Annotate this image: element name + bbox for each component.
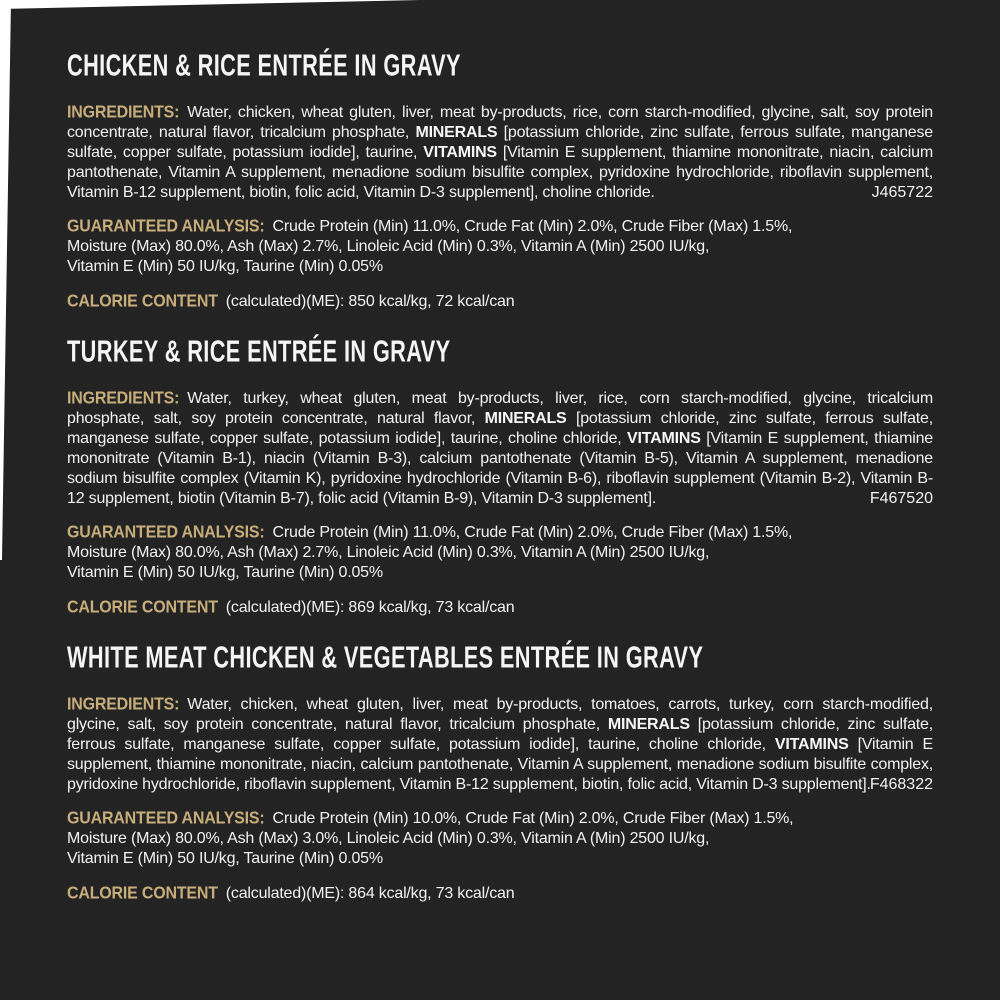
guaranteed-analysis xyxy=(67,523,933,583)
analysis-text: Crude Protein (Min) 10.0%, Crude Fat (Min) 2.0%, Crude Fiber (Max) 1.5%, xyxy=(272,810,794,827)
ingredients-text: [potassium chloride, zinc sulfate, ferrous sulfate, manganese sulfate, copper sulfate, potassium iodide], taurine, choline chloride, xyxy=(67,716,933,753)
ingredients-text: Water, chicken, wheat gluten, liver, meat by-products, tomatoes, carrots, turkey, corn starch-modified, glycine, salt, soy protein concentrate, natural flavor, tricalcium phosphate, xyxy=(67,696,933,733)
formula-code: F467520 xyxy=(869,490,933,507)
analysis-line: Vitamin E (Min) 50 IU/kg, Taurine (Min) 0.05% xyxy=(67,258,383,275)
guaranteed-analysis xyxy=(67,809,933,869)
product-title: TURKEY & RICE ENTRÉE IN GRAVY xyxy=(67,335,451,369)
calorie-text: (calculated)(ME): 869 kcal/kg, 73 kcal/can xyxy=(225,599,515,616)
ingredients-text: [Vitamin E supplement, thiamine mononitrate, niacin, calcium pantothenate, Vitamin A supplement, menadione sodium bisulfite complex, pyridoxine hydrochloride, riboflavin supplement, Vitamin B-12 supplement, biotin, folic acid, Vitamin D-3 supplement]. xyxy=(67,736,933,793)
calorie-content-label: CALORIE CONTENT xyxy=(67,291,218,311)
analysis-text: Crude Protein (Min) 11.0%, Crude Fat (Min) 2.0%, Crude Fiber (Max) 1.5%, xyxy=(272,524,793,541)
analysis-text: Crude Protein (Min) 11.0%, Crude Fat (Min) 2.0%, Crude Fiber (Max) 1.5%, xyxy=(272,218,793,235)
analysis-line: Moisture (Max) 80.0%, Ash (Max) 2.7%, Linoleic Acid (Min) 0.3%, Vitamin A (Min) 2500 IU/kg, xyxy=(67,544,710,561)
formula-code: J465722 xyxy=(871,184,933,201)
guaranteed-analysis xyxy=(67,217,933,277)
analysis-line xyxy=(67,217,933,237)
calorie-content xyxy=(67,598,933,618)
analysis-line: Moisture (Max) 80.0%, Ash (Max) 3.0%, Linoleic Acid (Min) 0.3%, Vitamin A (Min) 2500 IU/kg, xyxy=(67,830,710,847)
guaranteed-analysis-label: GUARANTEED ANALYSIS: xyxy=(67,808,265,828)
minerals-keyword: MINERALS xyxy=(484,410,567,427)
ingredients-paragraph xyxy=(67,389,933,509)
calorie-text: (calculated)(ME): 850 kcal/kg, 72 kcal/can xyxy=(225,293,515,310)
analysis-line: Vitamin E (Min) 50 IU/kg, Taurine (Min) 0.05% xyxy=(67,850,383,867)
calorie-content xyxy=(67,292,933,312)
analysis-line: Moisture (Max) 80.0%, Ash (Max) 2.7%, Linoleic Acid (Min) 0.3%, Vitamin A (Min) 2500 IU/kg, xyxy=(67,238,710,255)
ingredients-text: [Vitamin E supplement, thiamine mononitrate (Vitamin B-1), niacin (Vitamin B-3), calcium pantothenate (Vitamin B-5), Vitamin A supplement, menadione sodium bisulfite complex (Vitamin K), pyridoxine hydrochloride (Vitamin B-6), riboflavin supplement (Vitamin B-2), Vitamin B-12 supplement, biotin (Vitamin B-7), folic acid (Vitamin B-9), Vitamin D-3 supplement]. xyxy=(67,430,933,507)
vitamins-keyword: VITAMINS xyxy=(774,736,849,753)
minerals-keyword: MINERALS xyxy=(415,124,498,141)
product-title: WHITE MEAT CHICKEN & VEGETABLES ENTRÉE IN GRAVY xyxy=(67,641,704,675)
ingredients-label: INGREDIENTS: xyxy=(67,388,180,408)
product-title: CHICKEN & RICE ENTRÉE IN GRAVY xyxy=(67,49,461,83)
calorie-content-label: CALORIE CONTENT xyxy=(67,883,218,903)
product-section-whitemeat-chicken-vegetables xyxy=(67,642,933,904)
vitamins-keyword: VITAMINS xyxy=(423,144,497,161)
ingredients-paragraph xyxy=(67,695,933,795)
calorie-text: (calculated)(ME): 864 kcal/kg, 73 kcal/can xyxy=(225,885,515,902)
analysis-line xyxy=(67,809,933,829)
product-section-chicken-rice xyxy=(67,50,933,312)
product-section-turkey-rice xyxy=(67,336,933,618)
ingredients-text: Water, chicken, wheat gluten, liver, meat by-products, rice, corn starch-modified, glycine, salt, soy protein concentrate, natural flavor, tricalcium phosphate, xyxy=(67,104,933,141)
analysis-line: Vitamin E (Min) 50 IU/kg, Taurine (Min) 0.05% xyxy=(67,564,383,581)
ingredients-text: [potassium chloride, zinc sulfate, ferrous sulfate, manganese sulfate, copper sulfate, potassium iodide], taurine, choline chloride, xyxy=(67,410,933,447)
calorie-content xyxy=(67,884,933,904)
ingredients-paragraph xyxy=(67,103,933,203)
ingredients-text: [Vitamin E supplement, thiamine mononitrate, niacin, calcium pantothenate, Vitamin A supplement, menadione sodium bisulfite complex, pyridoxine hydrochloride, riboflavin supplement, Vitamin B-12 supplement, biotin, folic acid, Vitamin D-3 supplement], choline chloride. xyxy=(67,144,933,201)
guaranteed-analysis-label: GUARANTEED ANALYSIS: xyxy=(67,522,265,542)
ingredients-text: [potassium chloride, zinc sulfate, ferrous sulfate, manganese sulfate, copper sulfate, potassium iodide], taurine, xyxy=(67,124,933,161)
formula-code: F468322 xyxy=(869,776,933,793)
photo-edge-sliver-left xyxy=(0,0,11,560)
guaranteed-analysis-label: GUARANTEED ANALYSIS: xyxy=(67,216,265,236)
vitamins-keyword: VITAMINS xyxy=(627,430,701,447)
ingredients-label: INGREDIENTS: xyxy=(67,102,180,122)
calorie-content-label: CALORIE CONTENT xyxy=(67,597,218,617)
ingredients-text: Water, turkey, wheat gluten, meat by-products, liver, rice, corn starch-modified, glycine, tricalcium phosphate, salt, soy protein concentrate, natural flavor, xyxy=(67,390,933,427)
photo-edge-sliver-top xyxy=(0,0,420,9)
analysis-line xyxy=(67,523,933,543)
minerals-keyword: MINERALS xyxy=(607,716,690,733)
ingredients-label: INGREDIENTS: xyxy=(67,694,180,714)
